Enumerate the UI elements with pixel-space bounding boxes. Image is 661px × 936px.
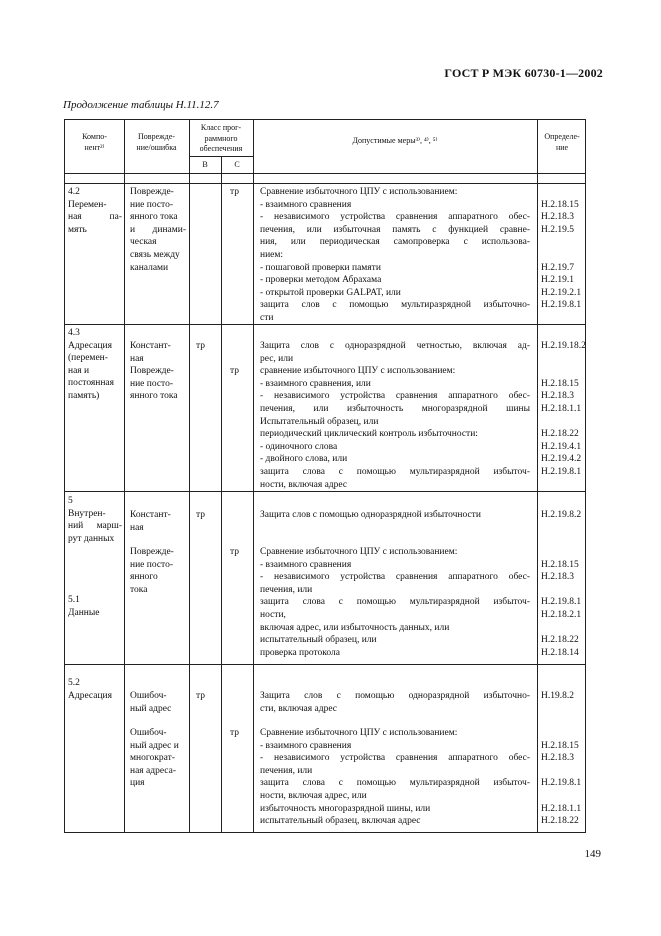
row-4-2-class-c: тр [230,187,240,197]
row-5-fault-dc: Поврежде- ние посто- янного тока [130,547,174,595]
row-4-3-definitions: Н.2.19.18.2 Н.2.18.15 Н.2.18.3 Н.2.18.1.1 Н.2.18.22 Н.2.19.4.1 Н.2.19.4.2 Н.2.19.8.1 [541,341,586,477]
row-5-definitions-b: Н.2.18.15 Н.2.18.3 Н.2.19.8.1 Н.2.18.2.1 Н.2.18.22 Н.2.18.14 [541,559,582,658]
row-divider [65,664,585,665]
header-fault: Поврежде- ние/ошибка [136,132,177,152]
header-definition: Определе- ние [544,132,580,152]
row-4-3-component: 4.3 Адресация (перемен- ная и постоянная память) [68,328,115,401]
col-divider [537,120,538,832]
row-4-3-class-c: тр [230,366,240,376]
row-5-2-class-b: тр [196,691,206,701]
col-divider [221,156,222,832]
row-5-class-b: тр [196,510,206,520]
row-divider [65,491,585,492]
row-divider [189,156,253,157]
table-caption: Продолжение таблицы Н.11.12.7 [63,99,219,111]
row-4-2-measures: Сравнение избыточного ЦПУ с использованием: - взаимного сравнения - независимого устройства сравнения аппаратного обес- печения, или избыточная память с функцией сравне- ния, или периодическая самопроверка с использова- нием: - пошаговой проверки памяти - проверки методом Абрахама - открытой проверки GALPAT, или защита слов с помощью мультиразрядной избыточно- сти [260,187,530,323]
row-5-class-c: тр [230,547,240,557]
row-4-3-fault: Констант- ная Поврежде- ние посто- янного тока [130,341,178,402]
header-class: Класс прог- раммного обеспечения [199,123,243,153]
row-5-1-component: 5.1 Данные [68,595,100,618]
row-4-3-measures: Защита слов с одноразрядной четностью, включая ад- рес, или сравнение избыточного ЦПУ с использованием: - взаимного сравнения, или - независимого устройства сравнения аппаратного обес- печения, или избыточность многоразрядной шины Испытательный образец, или периодический циклический контроль избыточности: - одиночного слова - двойного слова, или защита слова с помощью мультиразрядной избыточ- ности, включая адрес [260,341,530,490]
header-measures: Допустимые меры³⁾, ⁴⁾, ⁵⁾ [352,136,438,145]
header-class-b: В [202,160,208,169]
row-5-measures-a: Защита слов с помощью одноразрядной избыточности [260,510,481,520]
row-5-fault-constant: Констант- ная [130,510,171,533]
row-5-2-fault-multiple: Ошибоч- ный адрес и многократ- ная адреса- ция [130,728,179,789]
page-number: 149 [584,848,601,860]
row-5-2-class-c: тр [230,728,240,738]
header-bottom-line [65,173,585,174]
row-divider [65,183,585,184]
row-5-2-measures-b: Сравнение избыточного ЦПУ с использованием: - взаимного сравнения - независимого устройства сравнения аппаратного обес- печения, или защита слова с помощью мультиразрядной избыточ- ности, включая адрес, или избыточность многоразрядной шины, или испытательный образец, включая адрес [260,728,530,827]
row-5-component: 5 Внутрен- ний марш- рут данных [68,496,122,544]
row-4-2-definitions: Н.2.18.15 Н.2.18.3 Н.2.19.5 Н.2.19.7 Н.2.19.1 Н.2.19.2.1 Н.2.19.8.1 [541,199,582,311]
data-table [64,119,586,833]
row-5-2-definitions-a: Н.19.8.2 [541,691,574,701]
document-header: ГОСТ Р МЭК 60730-1—2002 [444,66,603,80]
header-component: Компо- нент²⁾ [82,132,107,152]
row-5-2-measures-a: Защита слов с помощью одноразрядной избыточно- сти, включая адрес [260,691,530,714]
row-5-2-fault-address: Ошибоч- ный адрес [130,691,172,714]
row-5-2-definitions-b: Н.2.18.15 Н.2.18.3 Н.2.19.8.1 Н.2.18.1.1 Н.2.18.22 [541,740,582,827]
row-4-2-component: 4.2 Перемен- ная па- мять [68,187,122,235]
row-5-measures-b: Сравнение избыточного ЦПУ с использованием: - взаимного сравнения - независимого устройства сравнения аппаратного обес- печения, или защита слова с помощью мультиразрядной избыточ- ности, включая адрес, или избыточность данных, или испытательный образец, или проверка протокола [260,547,530,658]
col-divider [189,120,190,832]
col-divider [253,120,254,832]
row-4-3-class-b: тр [196,341,206,351]
col-divider [124,120,125,832]
row-5-2-component: 5.2 Адресация [68,678,112,701]
row-5-definitions-a: Н.2.19.8.2 [541,510,582,520]
header-class-c: С [234,160,240,169]
row-4-2-fault: Поврежде- ние посто- янного тока и динами- ческая связь между каналами [130,187,186,273]
